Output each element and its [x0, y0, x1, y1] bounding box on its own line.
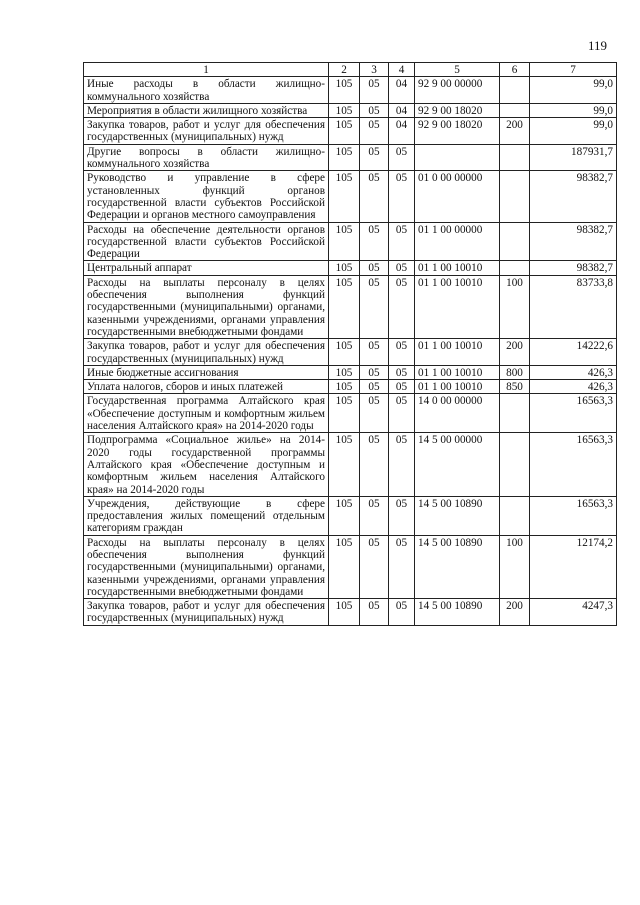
subsection-code: 04: [389, 118, 415, 145]
target-article-code: 01 1 00 10010: [415, 339, 500, 366]
section-code: 05: [360, 365, 389, 379]
target-article-code: 01 1 00 10010: [415, 275, 500, 338]
subsection-code: 05: [389, 365, 415, 379]
expense-type-code: 850: [500, 380, 530, 394]
target-article-code: [415, 144, 500, 171]
target-article-code: 14 0 00 00000: [415, 394, 500, 433]
ministry-code: 105: [329, 171, 360, 222]
ministry-code: 105: [329, 222, 360, 261]
subsection-code: 05: [389, 394, 415, 433]
column-header: 5: [415, 63, 500, 77]
section-code: 05: [360, 380, 389, 394]
target-article-code: 14 5 00 10890: [415, 599, 500, 626]
table-row: [84, 144, 617, 171]
amount: 99,0: [530, 118, 617, 145]
target-article-code: 92 9 00 00000: [415, 77, 500, 104]
amount: 16563,3: [530, 496, 617, 535]
line-item-name: Расходы на выплаты персоналу в целях обеспечения выполнения функций государственными (муниципальными) органами, казенными учреждениями, органами управления государственными внебюджетными фондами: [84, 535, 329, 598]
table-row: [84, 103, 617, 117]
subsection-code: 05: [389, 380, 415, 394]
table-row: [84, 394, 617, 433]
table-row: [84, 118, 617, 145]
ministry-code: 105: [329, 433, 360, 496]
expense-type-code: 100: [500, 535, 530, 598]
table-row: [84, 339, 617, 366]
column-header: 3: [360, 63, 389, 77]
target-article-code: 01 0 00 00000: [415, 171, 500, 222]
subsection-code: 05: [389, 275, 415, 338]
table-row: [84, 261, 617, 275]
target-article-code: 92 9 00 18020: [415, 118, 500, 145]
ministry-code: 105: [329, 118, 360, 145]
ministry-code: 105: [329, 599, 360, 626]
amount: 4247,3: [530, 599, 617, 626]
ministry-code: 105: [329, 275, 360, 338]
line-item-name: Учреждения, действующие в сфере предоставления жилых помещений отдельным категориям граждан: [84, 496, 329, 535]
ministry-code: 105: [329, 77, 360, 104]
ministry-code: 105: [329, 496, 360, 535]
section-code: 05: [360, 222, 389, 261]
subsection-code: 05: [389, 261, 415, 275]
amount: 98382,7: [530, 222, 617, 261]
target-article-code: 14 5 00 10890: [415, 535, 500, 598]
column-header: 1: [84, 63, 329, 77]
table-row: [84, 380, 617, 394]
table-row: [84, 535, 617, 598]
expense-type-code: 100: [500, 275, 530, 338]
subsection-code: 05: [389, 171, 415, 222]
ministry-code: 105: [329, 365, 360, 379]
section-code: 05: [360, 496, 389, 535]
ministry-code: 105: [329, 394, 360, 433]
table-row: [84, 77, 617, 104]
expense-type-code: 200: [500, 118, 530, 145]
expense-type-code: [500, 222, 530, 261]
line-item-name: Расходы на выплаты персоналу в целях обеспечения выполнения функций государственными (муниципальными) органами, казенными учреждениями, органами управления государственными внебюджетными фондами: [84, 275, 329, 338]
target-article-code: 01 1 00 10010: [415, 365, 500, 379]
expense-type-code: 200: [500, 599, 530, 626]
ministry-code: 105: [329, 261, 360, 275]
ministry-code: 105: [329, 103, 360, 117]
target-article-code: 14 5 00 00000: [415, 433, 500, 496]
table-row: [84, 365, 617, 379]
section-code: 05: [360, 171, 389, 222]
page-number: 119: [588, 38, 608, 53]
column-header: 6: [500, 63, 530, 77]
subsection-code: 05: [389, 144, 415, 171]
table-row: [84, 275, 617, 338]
table-row: [84, 222, 617, 261]
amount: 14222,6: [530, 339, 617, 366]
amount: 99,0: [530, 77, 617, 104]
expense-type-code: [500, 394, 530, 433]
expense-type-code: [500, 103, 530, 117]
line-item-name: Иные бюджетные ассигнования: [84, 365, 329, 379]
target-article-code: 14 5 00 10890: [415, 496, 500, 535]
ministry-code: 105: [329, 380, 360, 394]
amount: 98382,7: [530, 171, 617, 222]
table-header-row: [84, 63, 617, 77]
subsection-code: 05: [389, 433, 415, 496]
section-code: 05: [360, 77, 389, 104]
column-header: 4: [389, 63, 415, 77]
ministry-code: 105: [329, 535, 360, 598]
line-item-name: Мероприятия в области жилищного хозяйства: [84, 103, 329, 117]
budget-table: [83, 62, 617, 626]
column-header: 2: [329, 63, 360, 77]
table-row: [84, 171, 617, 222]
ministry-code: 105: [329, 339, 360, 366]
section-code: 05: [360, 103, 389, 117]
table-row: [84, 599, 617, 626]
line-item-name: Закупка товаров, работ и услуг для обеспечения государственных (муниципальных) нужд: [84, 118, 329, 145]
amount: 98382,7: [530, 261, 617, 275]
subsection-code: 05: [389, 222, 415, 261]
amount: 426,3: [530, 365, 617, 379]
amount: 187931,7: [530, 144, 617, 171]
subsection-code: 05: [389, 496, 415, 535]
subsection-code: 04: [389, 103, 415, 117]
target-article-code: 01 1 00 10010: [415, 380, 500, 394]
line-item-name: Иные расходы в области жилищно-коммунального хозяйства: [84, 77, 329, 104]
line-item-name: Закупка товаров, работ и услуг для обеспечения государственных (муниципальных) нужд: [84, 599, 329, 626]
expense-type-code: [500, 261, 530, 275]
amount: 16563,3: [530, 433, 617, 496]
table-row: [84, 496, 617, 535]
section-code: 05: [360, 599, 389, 626]
section-code: 05: [360, 394, 389, 433]
target-article-code: 92 9 00 18020: [415, 103, 500, 117]
expense-type-code: 800: [500, 365, 530, 379]
amount: 12174,2: [530, 535, 617, 598]
amount: 426,3: [530, 380, 617, 394]
section-code: 05: [360, 275, 389, 338]
line-item-name: Государственная программа Алтайского края «Обеспечение доступным и комфортным жильем населения Алтайского края» на 2014-2020 годы: [84, 394, 329, 433]
line-item-name: Подпрограмма «Социальное жилье» на 2014-2020 годы государственной программы Алтайского края «Обеспечение доступным и комфортным жильем населения Алтайского края» на 2014-2020 годы: [84, 433, 329, 496]
line-item-name: Руководство и управление в сфере установленных функций органов государственной власти субъектов Российской Федерации и органов местного самоуправления: [84, 171, 329, 222]
subsection-code: 05: [389, 535, 415, 598]
line-item-name: Центральный аппарат: [84, 261, 329, 275]
ministry-code: 105: [329, 144, 360, 171]
target-article-code: 01 1 00 00000: [415, 222, 500, 261]
amount: 83733,8: [530, 275, 617, 338]
expense-type-code: [500, 144, 530, 171]
line-item-name: Закупка товаров, работ и услуг для обеспечения государственных (муниципальных) нужд: [84, 339, 329, 366]
section-code: 05: [360, 433, 389, 496]
table-body: [84, 77, 617, 625]
line-item-name: Расходы на обеспечение деятельности органов государственной власти субъектов Российской Федерации: [84, 222, 329, 261]
subsection-code: 04: [389, 77, 415, 104]
section-code: 05: [360, 535, 389, 598]
expense-type-code: [500, 171, 530, 222]
table-row: [84, 433, 617, 496]
target-article-code: 01 1 00 10010: [415, 261, 500, 275]
line-item-name: Другие вопросы в области жилищно-коммунального хозяйства: [84, 144, 329, 171]
expense-type-code: 200: [500, 339, 530, 366]
subsection-code: 05: [389, 339, 415, 366]
section-code: 05: [360, 118, 389, 145]
expense-type-code: [500, 433, 530, 496]
section-code: 05: [360, 261, 389, 275]
amount: 16563,3: [530, 394, 617, 433]
line-item-name: Уплата налогов, сборов и иных платежей: [84, 380, 329, 394]
subsection-code: 05: [389, 599, 415, 626]
amount: 99,0: [530, 103, 617, 117]
expense-type-code: [500, 496, 530, 535]
section-code: 05: [360, 144, 389, 171]
section-code: 05: [360, 339, 389, 366]
expense-type-code: [500, 77, 530, 104]
column-header: 7: [530, 63, 617, 77]
